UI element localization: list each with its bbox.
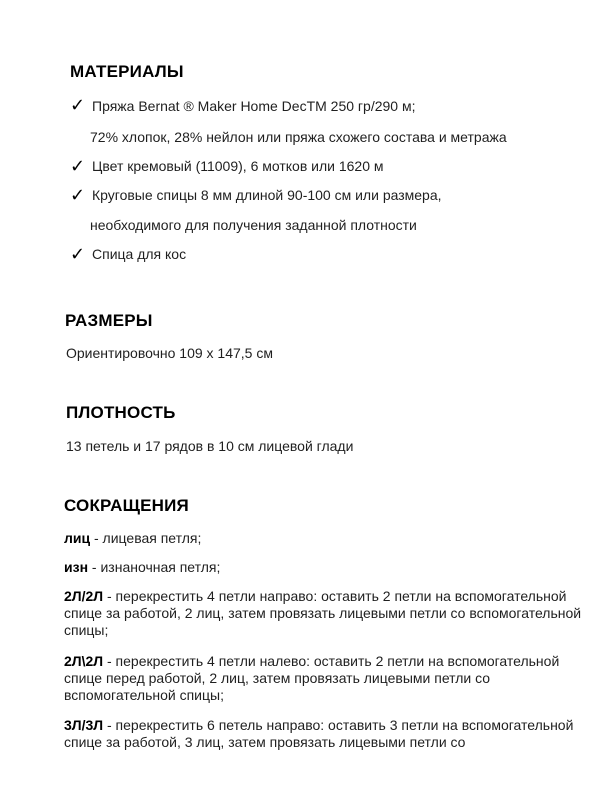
- materials-item-yarn-composition: 72% хлопок, 28% нейлон или пряжа схожего состава и метража: [90, 129, 507, 145]
- check-icon: ✓: [70, 244, 86, 265]
- abbreviation-term: 2Л/2Л: [64, 588, 104, 604]
- gauge-heading: ПЛОТНОСТЬ: [66, 403, 176, 422]
- abbreviation-definition: - лицевая петля;: [90, 530, 202, 546]
- check-icon: ✓: [70, 156, 86, 177]
- materials-item-yarn: Пряжа Bernat ® Maker Home DecTM 250 гр/290 м;: [92, 98, 416, 114]
- materials-heading: МАТЕРИАЛЫ: [70, 62, 184, 81]
- abbreviation-term: 2Л\2Л: [64, 653, 104, 669]
- materials-item-needles: Круговые спицы 8 мм длиной 90-100 см или размера,: [92, 187, 442, 203]
- abbreviation-definition: - перекрестить 4 петли направо: оставить 2 петли на вспомогательной спице за работой, 2 лиц, затем провязать лицевыми петли со вспомогательной спицы;: [64, 588, 582, 638]
- abbreviation-definition: - перекрестить 6 петель направо: оставить 3 петли на вспомогательной спице за работой, 3 лиц, затем провязать лицевыми петли со: [64, 717, 574, 750]
- abbreviation-item: [64, 588, 584, 639]
- abbreviation-item: [64, 530, 584, 547]
- abbreviation-term: 3Л/3Л: [64, 717, 104, 733]
- abbreviation-definition: - перекрестить 4 петли налево: оставить 2 петли на вспомогательной спице перед работой, 2 лиц, затем провязать лицевыми петли со вспомогательной спицы;: [64, 653, 560, 703]
- sizes-text: Ориентировочно 109 x 147,5 см: [66, 345, 273, 361]
- abbreviations-heading: СОКРАЩЕНИЯ: [64, 496, 189, 515]
- abbreviation-item: [64, 653, 584, 704]
- gauge-text: 13 петель и 17 рядов в 10 см лицевой глади: [66, 438, 354, 454]
- abbreviation-term: лиц: [64, 530, 91, 546]
- materials-item-cable-needle: Спица для кос: [92, 246, 187, 262]
- abbreviation-term: изн: [64, 559, 89, 575]
- sizes-heading: РАЗМЕРЫ: [65, 311, 153, 330]
- abbreviation-definition: - изнаночная петля;: [88, 559, 221, 575]
- materials-item-needles-note: необходимого для получения заданной плотности: [90, 217, 417, 233]
- abbreviation-item: [64, 717, 584, 751]
- abbreviation-item: [64, 559, 584, 576]
- check-icon: ✓: [70, 185, 86, 206]
- materials-item-color: Цвет кремовый (11009), 6 мотков или 1620 м: [92, 158, 384, 174]
- check-icon: ✓: [70, 95, 86, 116]
